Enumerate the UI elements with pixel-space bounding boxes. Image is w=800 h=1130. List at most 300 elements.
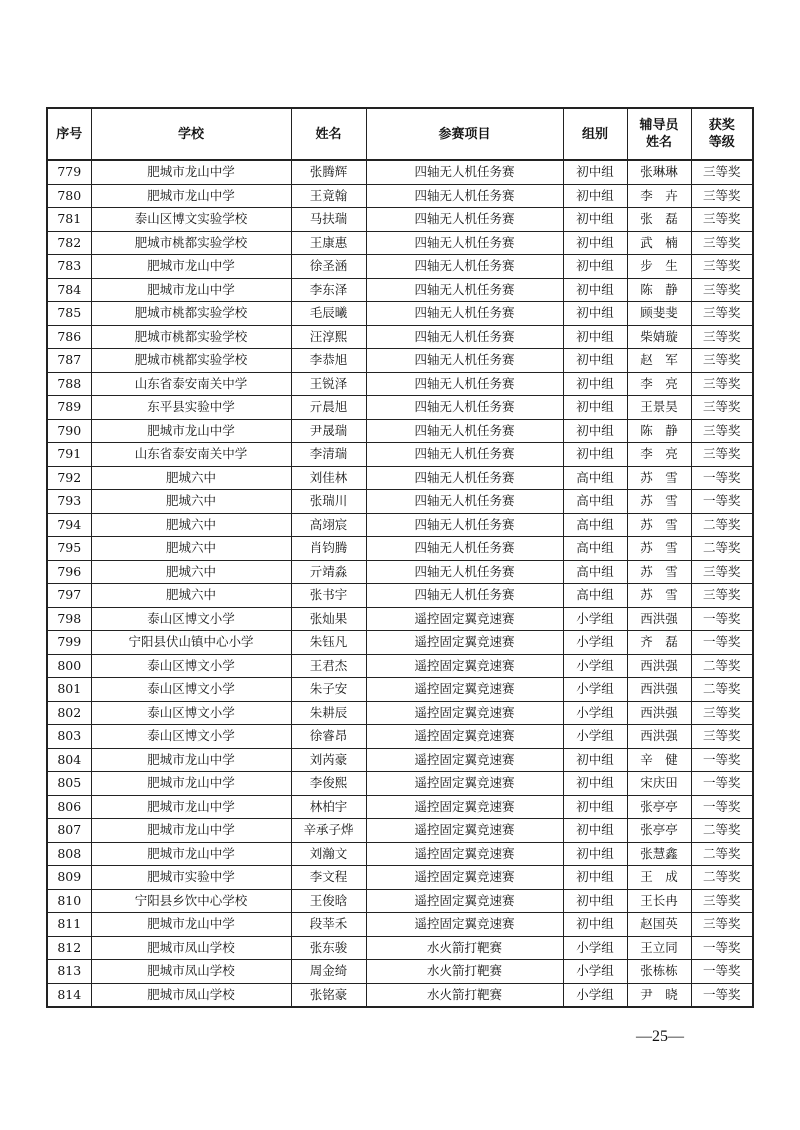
cell-group: 高中组 [563,490,627,514]
table-row [47,349,753,373]
cell-group: 初中组 [563,419,627,443]
cell-seq: 795 [47,537,91,561]
cell-group: 初中组 [563,325,627,349]
cell-seq: 781 [47,208,91,232]
cell-event: 四轴无人机任务赛 [366,443,563,467]
cell-event: 四轴无人机任务赛 [366,560,563,584]
cell-seq: 805 [47,772,91,796]
table-row [47,913,753,937]
cell-name: 王俊晗 [291,889,366,913]
cell-tutor: 西洪强 [627,678,691,702]
cell-name: 李清瑞 [291,443,366,467]
cell-seq: 779 [47,160,91,184]
cell-tutor: 王景昊 [627,396,691,420]
cell-school: 泰山区博文实验学校 [91,208,291,232]
cell-name: 李恭旭 [291,349,366,373]
cell-tutor: 张 磊 [627,208,691,232]
cell-event: 四轴无人机任务赛 [366,537,563,561]
cell-group: 小学组 [563,936,627,960]
table-row [47,490,753,514]
cell-name: 李东泽 [291,278,366,302]
cell-name: 李俊熙 [291,772,366,796]
cell-seq: 796 [47,560,91,584]
cell-seq: 799 [47,631,91,655]
cell-name: 徐睿昂 [291,725,366,749]
cell-name: 王君杰 [291,654,366,678]
cell-award: 三等奖 [691,372,753,396]
cell-school: 肥城六中 [91,466,291,490]
cell-name: 毛辰曦 [291,302,366,326]
cell-seq: 782 [47,231,91,255]
table-row [47,443,753,467]
cell-tutor: 苏 雪 [627,513,691,537]
cell-award: 一等奖 [691,795,753,819]
table-row [47,419,753,443]
cell-seq: 787 [47,349,91,373]
cell-name: 张书宇 [291,584,366,608]
cell-tutor: 苏 雪 [627,466,691,490]
table-row [47,725,753,749]
cell-seq: 814 [47,983,91,1007]
cell-school: 山东省泰安南关中学 [91,443,291,467]
cell-event: 遥控固定翼竞速赛 [366,889,563,913]
cell-award: 三等奖 [691,889,753,913]
table-row [47,842,753,866]
cell-award: 二等奖 [691,842,753,866]
cell-seq: 783 [47,255,91,279]
cell-event: 遥控固定翼竞速赛 [366,748,563,772]
header-row [47,108,753,160]
cell-tutor: 赵国英 [627,913,691,937]
page-number: —25— [636,1028,684,1045]
cell-school: 肥城市桃都实验学校 [91,325,291,349]
cell-school: 泰山区博文小学 [91,678,291,702]
cell-tutor: 苏 雪 [627,584,691,608]
cell-award: 一等奖 [691,983,753,1007]
cell-seq: 785 [47,302,91,326]
cell-event: 遥控固定翼竞速赛 [366,631,563,655]
cell-name: 段莘禾 [291,913,366,937]
cell-tutor: 苏 雪 [627,490,691,514]
cell-award: 三等奖 [691,725,753,749]
cell-tutor: 陈 静 [627,419,691,443]
cell-seq: 810 [47,889,91,913]
header-award-line1: 获奖 [708,118,735,133]
cell-tutor: 张慧鑫 [627,842,691,866]
table-row [47,889,753,913]
cell-group: 初中组 [563,278,627,302]
cell-tutor: 张栋栋 [627,960,691,984]
cell-seq: 802 [47,701,91,725]
cell-award: 二等奖 [691,678,753,702]
cell-tutor: 张亭亭 [627,795,691,819]
cell-name: 马扶瑞 [291,208,366,232]
cell-tutor: 张琳琳 [627,160,691,184]
cell-group: 初中组 [563,842,627,866]
cell-tutor: 西洪强 [627,654,691,678]
cell-event: 遥控固定翼竞速赛 [366,725,563,749]
cell-school: 肥城市凤山学校 [91,983,291,1007]
cell-award: 三等奖 [691,913,753,937]
cell-seq: 798 [47,607,91,631]
cell-group: 高中组 [563,513,627,537]
cell-name: 亓晨旭 [291,396,366,420]
cell-event: 遥控固定翼竞速赛 [366,866,563,890]
cell-name: 张瑞川 [291,490,366,514]
cell-seq: 813 [47,960,91,984]
table-row [47,184,753,208]
cell-event: 四轴无人机任务赛 [366,372,563,396]
table-body [47,160,753,1007]
cell-school: 肥城市龙山中学 [91,278,291,302]
cell-name: 张铭豪 [291,983,366,1007]
cell-tutor: 西洪强 [627,725,691,749]
cell-seq: 812 [47,936,91,960]
cell-award: 三等奖 [691,160,753,184]
cell-school: 肥城市龙山中学 [91,913,291,937]
cell-event: 四轴无人机任务赛 [366,302,563,326]
cell-award: 三等奖 [691,302,753,326]
cell-tutor: 李 亮 [627,372,691,396]
cell-tutor: 苏 雪 [627,537,691,561]
cell-school: 山东省泰安南关中学 [91,372,291,396]
cell-school: 肥城市凤山学校 [91,960,291,984]
cell-group: 高中组 [563,537,627,561]
header-name: 姓名 [291,108,366,160]
cell-award: 二等奖 [691,866,753,890]
cell-name: 高翊宸 [291,513,366,537]
cell-seq: 806 [47,795,91,819]
cell-group: 初中组 [563,396,627,420]
cell-tutor: 齐 磊 [627,631,691,655]
cell-award: 三等奖 [691,419,753,443]
cell-award: 三等奖 [691,349,753,373]
cell-school: 肥城市龙山中学 [91,160,291,184]
cell-group: 初中组 [563,889,627,913]
cell-event: 四轴无人机任务赛 [366,396,563,420]
cell-school: 肥城市龙山中学 [91,255,291,279]
header-seq: 序号 [47,108,91,160]
cell-event: 水火箭打靶赛 [366,983,563,1007]
cell-school: 肥城六中 [91,490,291,514]
cell-group: 初中组 [563,184,627,208]
cell-seq: 784 [47,278,91,302]
cell-seq: 790 [47,419,91,443]
cell-event: 四轴无人机任务赛 [366,584,563,608]
cell-award: 三等奖 [691,278,753,302]
cell-name: 张腾辉 [291,160,366,184]
cell-name: 王康惠 [291,231,366,255]
cell-tutor: 辛 健 [627,748,691,772]
header-tutor [627,108,691,160]
cell-event: 四轴无人机任务赛 [366,160,563,184]
header-award [691,108,753,160]
table-row [47,795,753,819]
table-row [47,302,753,326]
table-header [47,108,753,160]
cell-group: 小学组 [563,983,627,1007]
cell-award: 一等奖 [691,772,753,796]
cell-seq: 800 [47,654,91,678]
cell-event: 遥控固定翼竞速赛 [366,701,563,725]
cell-name: 林柏宇 [291,795,366,819]
cell-seq: 788 [47,372,91,396]
cell-group: 小学组 [563,654,627,678]
cell-school: 肥城市龙山中学 [91,419,291,443]
cell-group: 初中组 [563,208,627,232]
cell-school: 肥城六中 [91,537,291,561]
cell-seq: 804 [47,748,91,772]
cell-award: 二等奖 [691,654,753,678]
cell-school: 肥城市龙山中学 [91,819,291,843]
cell-seq: 794 [47,513,91,537]
table-row [47,231,753,255]
table-row [47,584,753,608]
cell-school: 肥城市龙山中学 [91,842,291,866]
cell-school: 肥城市龙山中学 [91,748,291,772]
cell-tutor: 王 成 [627,866,691,890]
cell-event: 四轴无人机任务赛 [366,419,563,443]
cell-group: 小学组 [563,631,627,655]
cell-school: 宁阳县乡饮中心学校 [91,889,291,913]
cell-seq: 780 [47,184,91,208]
table-row [47,701,753,725]
cell-school: 肥城市实验中学 [91,866,291,890]
awards-table [46,107,754,1008]
cell-event: 四轴无人机任务赛 [366,490,563,514]
cell-name: 朱子安 [291,678,366,702]
cell-award: 一等奖 [691,936,753,960]
table-row [47,983,753,1007]
cell-tutor: 步 生 [627,255,691,279]
cell-school: 肥城市桃都实验学校 [91,349,291,373]
cell-award: 三等奖 [691,701,753,725]
cell-name: 亓靖淼 [291,560,366,584]
cell-award: 三等奖 [691,443,753,467]
cell-tutor: 王立同 [627,936,691,960]
table-row [47,866,753,890]
cell-seq: 786 [47,325,91,349]
cell-award: 三等奖 [691,396,753,420]
cell-group: 初中组 [563,231,627,255]
cell-group: 初中组 [563,819,627,843]
cell-name: 李文程 [291,866,366,890]
cell-group: 小学组 [563,607,627,631]
cell-school: 肥城市凤山学校 [91,936,291,960]
header-tutor-line2: 姓名 [645,135,672,150]
cell-event: 四轴无人机任务赛 [366,278,563,302]
cell-name: 朱钰凡 [291,631,366,655]
cell-seq: 808 [47,842,91,866]
table-row [47,278,753,302]
cell-group: 初中组 [563,866,627,890]
cell-event: 四轴无人机任务赛 [366,184,563,208]
cell-group: 初中组 [563,372,627,396]
cell-name: 周金绮 [291,960,366,984]
cell-award: 二等奖 [691,819,753,843]
table-row [47,772,753,796]
cell-award: 一等奖 [691,631,753,655]
cell-group: 初中组 [563,772,627,796]
cell-name: 汪淳熙 [291,325,366,349]
cell-tutor: 顾斐斐 [627,302,691,326]
cell-award: 一等奖 [691,490,753,514]
cell-award: 二等奖 [691,537,753,561]
cell-event: 四轴无人机任务赛 [366,466,563,490]
cell-award: 三等奖 [691,584,753,608]
header-event: 参赛项目 [366,108,563,160]
cell-name: 王锐泽 [291,372,366,396]
table-row [47,466,753,490]
cell-award: 三等奖 [691,184,753,208]
cell-event: 遥控固定翼竞速赛 [366,913,563,937]
cell-seq: 797 [47,584,91,608]
cell-seq: 811 [47,913,91,937]
cell-school: 肥城市龙山中学 [91,772,291,796]
cell-seq: 809 [47,866,91,890]
cell-award: 二等奖 [691,513,753,537]
table-row [47,678,753,702]
cell-name: 张东骏 [291,936,366,960]
cell-event: 水火箭打靶赛 [366,960,563,984]
cell-event: 四轴无人机任务赛 [366,208,563,232]
cell-event: 遥控固定翼竞速赛 [366,819,563,843]
cell-school: 肥城市龙山中学 [91,184,291,208]
cell-event: 遥控固定翼竞速赛 [366,772,563,796]
table-row [47,372,753,396]
cell-group: 高中组 [563,466,627,490]
cell-event: 遥控固定翼竞速赛 [366,795,563,819]
cell-event: 遥控固定翼竞速赛 [366,842,563,866]
cell-name: 刘佳林 [291,466,366,490]
cell-tutor: 苏 雪 [627,560,691,584]
table-row [47,255,753,279]
cell-name: 张灿果 [291,607,366,631]
cell-tutor: 柴婧璇 [627,325,691,349]
cell-event: 四轴无人机任务赛 [366,349,563,373]
cell-seq: 801 [47,678,91,702]
cell-group: 小学组 [563,701,627,725]
table-row [47,748,753,772]
cell-school: 泰山区博文小学 [91,607,291,631]
cell-school: 肥城市桃都实验学校 [91,302,291,326]
cell-group: 高中组 [563,584,627,608]
cell-event: 遥控固定翼竞速赛 [366,654,563,678]
cell-event: 遥控固定翼竞速赛 [366,678,563,702]
table-row [47,560,753,584]
cell-tutor: 王长冉 [627,889,691,913]
cell-event: 四轴无人机任务赛 [366,513,563,537]
cell-award: 三等奖 [691,208,753,232]
cell-name: 王竟翰 [291,184,366,208]
table-row [47,208,753,232]
cell-seq: 791 [47,443,91,467]
cell-name: 朱耕辰 [291,701,366,725]
cell-award: 三等奖 [691,255,753,279]
cell-name: 徐圣涵 [291,255,366,279]
cell-tutor: 尹 晓 [627,983,691,1007]
table-row [47,819,753,843]
cell-seq: 793 [47,490,91,514]
table-row [47,396,753,420]
cell-group: 初中组 [563,160,627,184]
cell-group: 初中组 [563,795,627,819]
header-school: 学校 [91,108,291,160]
cell-tutor: 西洪强 [627,607,691,631]
header-award-line2: 等级 [708,135,735,150]
cell-name: 刘瀚文 [291,842,366,866]
cell-group: 小学组 [563,960,627,984]
cell-event: 水火箭打靶赛 [366,936,563,960]
cell-school: 肥城六中 [91,584,291,608]
cell-group: 小学组 [563,725,627,749]
cell-school: 泰山区博文小学 [91,654,291,678]
cell-award: 三等奖 [691,560,753,584]
cell-award: 一等奖 [691,748,753,772]
cell-name: 辛承子烨 [291,819,366,843]
cell-tutor: 宋庆田 [627,772,691,796]
table-row [47,513,753,537]
cell-group: 初中组 [563,913,627,937]
cell-tutor: 西洪强 [627,701,691,725]
cell-tutor: 李 亮 [627,443,691,467]
cell-school: 宁阳县伏山镇中心小学 [91,631,291,655]
table-row [47,160,753,184]
cell-name: 尹晟瑞 [291,419,366,443]
table-row [47,607,753,631]
cell-group: 初中组 [563,302,627,326]
table-row [47,936,753,960]
cell-school: 肥城六中 [91,513,291,537]
cell-seq: 792 [47,466,91,490]
table-row [47,631,753,655]
cell-group: 初中组 [563,255,627,279]
cell-group: 高中组 [563,560,627,584]
cell-tutor: 张亭亭 [627,819,691,843]
cell-tutor: 陈 静 [627,278,691,302]
cell-name: 刘芮豪 [291,748,366,772]
header-tutor-line1: 辅导员 [639,118,679,133]
cell-tutor: 赵 军 [627,349,691,373]
cell-name: 肖钧腾 [291,537,366,561]
cell-seq: 807 [47,819,91,843]
cell-award: 一等奖 [691,960,753,984]
cell-group: 初中组 [563,748,627,772]
cell-event: 四轴无人机任务赛 [366,255,563,279]
table-row [47,537,753,561]
cell-school: 泰山区博文小学 [91,725,291,749]
cell-tutor: 李 卉 [627,184,691,208]
cell-seq: 803 [47,725,91,749]
cell-award: 三等奖 [691,231,753,255]
cell-event: 四轴无人机任务赛 [366,231,563,255]
cell-award: 三等奖 [691,325,753,349]
cell-tutor: 武 楠 [627,231,691,255]
cell-school: 肥城六中 [91,560,291,584]
cell-group: 小学组 [563,678,627,702]
cell-school: 肥城市桃都实验学校 [91,231,291,255]
cell-school: 东平县实验中学 [91,396,291,420]
cell-group: 初中组 [563,443,627,467]
cell-event: 遥控固定翼竞速赛 [366,607,563,631]
table-row [47,654,753,678]
cell-school: 肥城市龙山中学 [91,795,291,819]
cell-group: 初中组 [563,349,627,373]
cell-school: 泰山区博文小学 [91,701,291,725]
table-row [47,325,753,349]
cell-event: 四轴无人机任务赛 [366,325,563,349]
header-group: 组别 [563,108,627,160]
